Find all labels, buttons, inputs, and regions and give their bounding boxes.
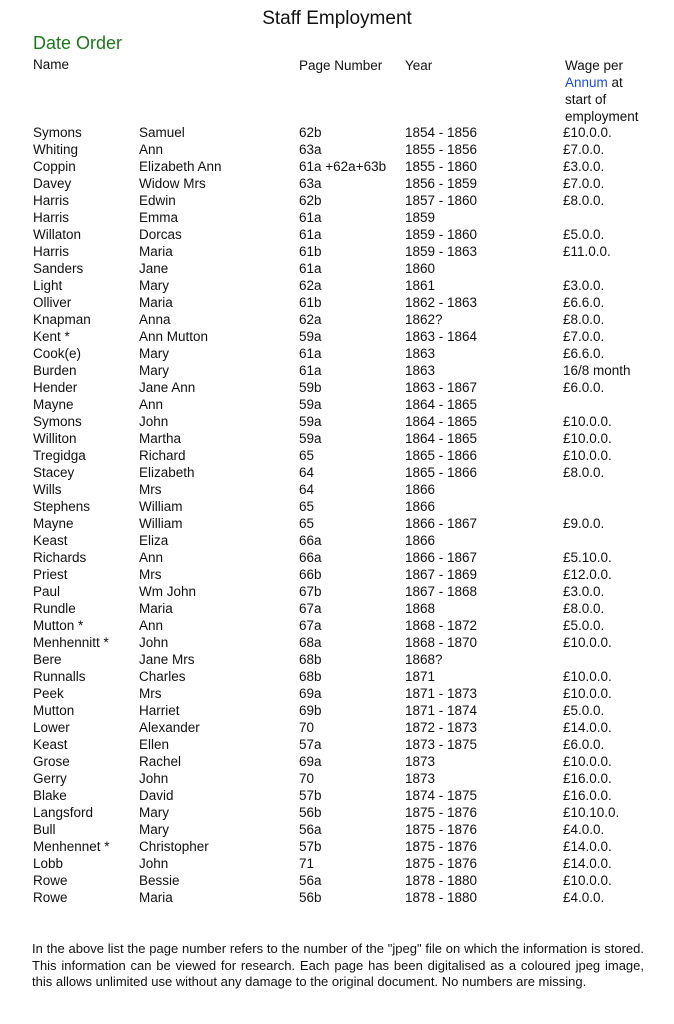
year-cell: 1871 - 1874: [405, 703, 478, 718]
table-row: [0, 328, 674, 345]
year-cell: 1863: [405, 363, 436, 378]
year-cell: 1861: [405, 278, 436, 293]
wage-cell: £6.0.0.: [563, 380, 605, 395]
header-wage-line2: [565, 74, 665, 91]
first-name-cell: Rachel: [139, 754, 182, 769]
table-row: [0, 804, 674, 821]
page-number-cell: 59a: [299, 431, 322, 446]
page-number-cell: 70: [299, 720, 315, 735]
first-name-cell: William: [139, 499, 183, 514]
header-wage-annum: Annum: [565, 75, 608, 90]
table-row: [0, 668, 674, 685]
year-cell: 1875 - 1876: [405, 856, 478, 871]
surname-cell: Menhennitt *: [33, 635, 109, 650]
page-number-cell: 64: [299, 465, 315, 480]
page-number-cell: 57b: [299, 839, 322, 854]
page-number-cell: 68b: [299, 652, 322, 667]
page-number-cell: 59b: [299, 380, 322, 395]
first-name-cell: Maria: [139, 295, 173, 310]
first-name-cell: Maria: [139, 601, 173, 616]
table-row: [0, 889, 674, 906]
first-name-cell: Mrs: [139, 482, 162, 497]
page-number-cell: 64: [299, 482, 315, 497]
header-name: Name: [33, 57, 70, 72]
first-name-cell: Martha: [139, 431, 182, 446]
page-number-cell: 62a: [299, 312, 322, 327]
year-cell: 1860: [405, 261, 436, 276]
surname-cell: Langsford: [33, 805, 94, 820]
header-wage-line1: Wage per: [565, 58, 624, 73]
surname-cell: Paul: [33, 584, 61, 599]
first-name-cell: Ann: [139, 397, 164, 412]
wage-cell: £16.0.0.: [563, 788, 612, 803]
first-name-cell: John: [139, 414, 169, 429]
year-cell: 1875 - 1876: [405, 822, 478, 837]
surname-cell: Stephens: [33, 499, 91, 514]
table-row: [0, 158, 674, 175]
first-name-cell: David: [139, 788, 174, 803]
page-number-cell: 61a: [299, 363, 322, 378]
table-row: [0, 787, 674, 804]
surname-cell: Richards: [33, 550, 87, 565]
page-title: Staff Employment: [262, 8, 412, 29]
year-cell: 1863: [405, 346, 436, 361]
wage-cell: £10.0.0.: [563, 873, 612, 888]
year-cell: 1855 - 1856: [405, 142, 478, 157]
wage-cell: £9.0.0.: [563, 516, 605, 531]
page-number-cell: 63a: [299, 142, 322, 157]
year-cell: 1873 - 1875: [405, 737, 478, 752]
first-name-cell: Christopher: [139, 839, 209, 854]
table-row: [0, 634, 674, 651]
year-cell: 1878 - 1880: [405, 890, 478, 905]
wage-cell: £14.0.0.: [563, 839, 612, 854]
first-name-cell: Mary: [139, 822, 169, 837]
header-wage: [565, 57, 665, 125]
page-number-cell: 59a: [299, 397, 322, 412]
first-name-cell: William: [139, 516, 183, 531]
wage-cell: £7.0.0.: [563, 176, 605, 191]
table-row: [0, 872, 674, 889]
first-name-cell: Mary: [139, 805, 169, 820]
page-number-cell: 62b: [299, 125, 322, 140]
first-name-cell: Ann: [139, 550, 164, 565]
year-cell: 1864 - 1865: [405, 414, 478, 429]
table-row: [0, 294, 674, 311]
header-wage-at: at: [607, 75, 623, 90]
table-row: [0, 396, 674, 413]
surname-cell: Olliver: [33, 295, 72, 310]
page-number-cell: 66a: [299, 550, 322, 565]
page-number-cell: 61b: [299, 244, 322, 259]
table-row: [0, 209, 674, 226]
table-row: [0, 430, 674, 447]
year-cell: 1875 - 1876: [405, 839, 478, 854]
footnote: In the above list the page number refers to the number of the "jpeg" file on which the information is stored. This information can be viewed for research. Each page has been digitalised as a coloured jpeg image, this allows unlimited use without any damage to the original document. No numbers are missing.: [32, 941, 644, 989]
first-name-cell: Elizabeth Ann: [139, 159, 222, 174]
first-name-cell: Harriet: [139, 703, 180, 718]
year-cell: 1866 - 1867: [405, 550, 478, 565]
page-number-cell: 61a: [299, 227, 322, 242]
page-number-cell: 68b: [299, 669, 322, 684]
surname-cell: Wills: [33, 482, 62, 497]
page-number-cell: 69b: [299, 703, 322, 718]
first-name-cell: John: [139, 771, 169, 786]
staff-table: [0, 124, 674, 906]
wage-cell: £3.0.0.: [563, 584, 605, 599]
year-cell: 1866 - 1867: [405, 516, 478, 531]
surname-cell: Rowe: [33, 890, 68, 905]
table-row: [0, 141, 674, 158]
first-name-cell: Anna: [139, 312, 171, 327]
year-cell: 1865 - 1866: [405, 448, 478, 463]
page-number-cell: 57b: [299, 788, 322, 803]
table-row: [0, 498, 674, 515]
table-row: [0, 736, 674, 753]
surname-cell: Lower: [33, 720, 70, 735]
wage-cell: £6.0.0.: [563, 737, 605, 752]
page-number-cell: 61b: [299, 295, 322, 310]
surname-cell: Stacey: [33, 465, 75, 480]
first-name-cell: Ann Mutton: [139, 329, 209, 344]
surname-cell: Symons: [33, 125, 82, 140]
page-number-cell: 61a: [299, 346, 322, 361]
first-name-cell: Jane Ann: [139, 380, 196, 395]
page-number-cell: 59a: [299, 414, 322, 429]
table-row: [0, 583, 674, 600]
table-row: [0, 175, 674, 192]
table-row: [0, 719, 674, 736]
table-row: [0, 515, 674, 532]
table-row: [0, 855, 674, 872]
table-row: [0, 532, 674, 549]
year-cell: 1865 - 1866: [405, 465, 478, 480]
surname-cell: Tregidga: [33, 448, 86, 463]
table-row: [0, 821, 674, 838]
year-cell: 1874 - 1875: [405, 788, 478, 803]
table-row: [0, 243, 674, 260]
table-row: [0, 549, 674, 566]
wage-cell: £6.6.0.: [563, 295, 605, 310]
header-wage-line3: start of: [565, 92, 607, 107]
year-cell: 1872 - 1873: [405, 720, 478, 735]
page-subtitle: Date Order: [33, 33, 123, 53]
table-row: [0, 413, 674, 430]
table-row: [0, 447, 674, 464]
page-number-cell: 70: [299, 771, 315, 786]
wage-cell: £10.0.0.: [563, 754, 612, 769]
first-name-cell: Emma: [139, 210, 179, 225]
wage-cell: £4.0.0.: [563, 822, 605, 837]
page-number-cell: 56b: [299, 805, 322, 820]
wage-cell: £10.0.0.: [563, 414, 612, 429]
wage-cell: £10.0.0.: [563, 635, 612, 650]
surname-cell: Kent *: [33, 329, 70, 344]
first-name-cell: Mrs: [139, 567, 162, 582]
surname-cell: Willaton: [33, 227, 82, 242]
surname-cell: Harris: [33, 193, 69, 208]
surname-cell: Priest: [33, 567, 68, 582]
surname-cell: Mutton: [33, 703, 75, 718]
wage-cell: £3.0.0.: [563, 159, 605, 174]
year-cell: 1867 - 1868: [405, 584, 478, 599]
table-row: [0, 464, 674, 481]
year-cell: 1868: [405, 601, 436, 616]
year-cell: 1864 - 1865: [405, 397, 478, 412]
first-name-cell: Mary: [139, 278, 169, 293]
page-number-cell: 67a: [299, 618, 322, 633]
wage-cell: £5.0.0.: [563, 703, 605, 718]
surname-cell: Whiting: [33, 142, 79, 157]
surname-cell: Light: [33, 278, 63, 293]
surname-cell: Harris: [33, 244, 69, 259]
first-name-cell: Edwin: [139, 193, 176, 208]
first-name-cell: Bessie: [139, 873, 180, 888]
year-cell: 1868 - 1870: [405, 635, 478, 650]
page-number-cell: 69a: [299, 686, 322, 701]
table-row: [0, 617, 674, 634]
wage-cell: £11.0.0.: [563, 244, 611, 259]
page-number-cell: 61a: [299, 210, 322, 225]
year-cell: 1867 - 1869: [405, 567, 478, 582]
year-cell: 1868 - 1872: [405, 618, 478, 633]
wage-cell: £6.6.0.: [563, 346, 605, 361]
table-row: [0, 277, 674, 294]
first-name-cell: Jane: [139, 261, 169, 276]
page-number-cell: 56a: [299, 822, 322, 837]
page-number-cell: 67b: [299, 584, 322, 599]
table-row: [0, 345, 674, 362]
page-number-cell: 62b: [299, 193, 322, 208]
year-cell: 1871 - 1873: [405, 686, 478, 701]
first-name-cell: John: [139, 856, 169, 871]
surname-cell: Williton: [33, 431, 77, 446]
surname-cell: Rowe: [33, 873, 68, 888]
surname-cell: Knapman: [33, 312, 91, 327]
year-cell: 1855 - 1860: [405, 159, 478, 174]
surname-cell: Grose: [33, 754, 70, 769]
page-number-cell: 71: [299, 856, 315, 871]
table-row: [0, 702, 674, 719]
year-cell: 1854 - 1856: [405, 125, 478, 140]
page-number-cell: 59a: [299, 329, 322, 344]
surname-cell: Mayne: [33, 397, 74, 412]
first-name-cell: Elizabeth: [139, 465, 195, 480]
year-cell: 1859 - 1863: [405, 244, 478, 259]
wage-cell: £4.0.0.: [563, 890, 605, 905]
year-cell: 1866: [405, 499, 436, 514]
page-number-cell: 69a: [299, 754, 322, 769]
wage-cell: £10.0.0.: [563, 669, 612, 684]
table-row: [0, 753, 674, 770]
table-row: [0, 379, 674, 396]
table-row: [0, 124, 674, 141]
surname-cell: Peek: [33, 686, 64, 701]
first-name-cell: Mary: [139, 363, 169, 378]
first-name-cell: Alexander: [139, 720, 200, 735]
wage-cell: £16.0.0.: [563, 771, 612, 786]
year-cell: 1859 - 1860: [405, 227, 478, 242]
table-row: [0, 311, 674, 328]
surname-cell: Symons: [33, 414, 82, 429]
surname-cell: Cook(e): [33, 346, 82, 361]
surname-cell: Gerry: [33, 771, 67, 786]
first-name-cell: Charles: [139, 669, 186, 684]
wage-cell: £10.0.0.: [563, 431, 612, 446]
wage-cell: £5.0.0.: [563, 618, 605, 633]
page-number-cell: 65: [299, 499, 315, 514]
surname-cell: Keast: [33, 533, 68, 548]
surname-cell: Sanders: [33, 261, 84, 276]
wage-cell: £8.0.0.: [563, 465, 605, 480]
surname-cell: Bull: [33, 822, 56, 837]
wage-cell: £14.0.0.: [563, 856, 612, 871]
year-cell: 1862 - 1863: [405, 295, 478, 310]
wage-cell: £10.0.0.: [563, 448, 612, 463]
table-row: [0, 362, 674, 379]
first-name-cell: John: [139, 635, 169, 650]
wage-cell: £8.0.0.: [563, 312, 605, 327]
year-cell: 1878 - 1880: [405, 873, 478, 888]
first-name-cell: Mrs: [139, 686, 162, 701]
header-year: Year: [405, 58, 433, 73]
surname-cell: Keast: [33, 737, 68, 752]
page-number-cell: 57a: [299, 737, 322, 752]
table-row: [0, 260, 674, 277]
table-row: [0, 192, 674, 209]
first-name-cell: Eliza: [139, 533, 169, 548]
year-cell: 1859: [405, 210, 436, 225]
surname-cell: Bere: [33, 652, 62, 667]
first-name-cell: Wm John: [139, 584, 197, 599]
year-cell: 1866: [405, 482, 436, 497]
year-cell: 1863 - 1864: [405, 329, 478, 344]
first-name-cell: Ellen: [139, 737, 170, 752]
wage-cell: 16/8 month: [563, 363, 631, 378]
year-cell: 1864 - 1865: [405, 431, 478, 446]
first-name-cell: Maria: [139, 890, 173, 905]
wage-cell: £5.10.0.: [563, 550, 612, 565]
wage-cell: £8.0.0.: [563, 601, 605, 616]
page-number-cell: 56b: [299, 890, 322, 905]
year-cell: 1873: [405, 754, 436, 769]
page-number-cell: 67a: [299, 601, 322, 616]
wage-cell: £10.10.0.: [563, 805, 620, 820]
page-number-cell: 66b: [299, 567, 322, 582]
surname-cell: Blake: [33, 788, 67, 803]
page-number-cell: 66a: [299, 533, 322, 548]
surname-cell: Harris: [33, 210, 69, 225]
header-page-number: Page Number: [299, 58, 383, 73]
year-cell: 1856 - 1859: [405, 176, 478, 191]
surname-cell: Hender: [33, 380, 78, 395]
page-number-cell: 62a: [299, 278, 322, 293]
surname-cell: Lobb: [33, 856, 64, 871]
first-name-cell: Ann: [139, 618, 164, 633]
first-name-cell: Widow Mrs: [139, 176, 206, 191]
first-name-cell: Ann: [139, 142, 164, 157]
wage-cell: £3.0.0.: [563, 278, 605, 293]
first-name-cell: Maria: [139, 244, 173, 259]
first-name-cell: Samuel: [139, 125, 185, 140]
surname-cell: Mutton *: [33, 618, 84, 633]
table-row: [0, 566, 674, 583]
first-name-cell: Mary: [139, 346, 169, 361]
table-row: [0, 651, 674, 668]
page-number-cell: 65: [299, 448, 315, 463]
table-row: [0, 226, 674, 243]
page-number-cell: 61a +62a+63b: [299, 159, 387, 174]
wage-cell: £8.0.0.: [563, 193, 605, 208]
page-number-cell: 61a: [299, 261, 322, 276]
year-cell: 1866: [405, 533, 436, 548]
page-number-cell: 65: [299, 516, 315, 531]
year-cell: 1875 - 1876: [405, 805, 478, 820]
first-name-cell: Dorcas: [139, 227, 182, 242]
wage-cell: £10.0.0.: [563, 125, 612, 140]
surname-cell: Davey: [33, 176, 72, 191]
year-cell: 1871: [405, 669, 436, 684]
surname-cell: Coppin: [33, 159, 76, 174]
surname-cell: Menhennet *: [33, 839, 110, 854]
table-row: [0, 481, 674, 498]
first-name-cell: Richard: [139, 448, 186, 463]
surname-cell: Rundle: [33, 601, 76, 616]
page-number-cell: 68a: [299, 635, 322, 650]
header-wage-line4: employment: [565, 109, 639, 124]
surname-cell: Burden: [33, 363, 77, 378]
wage-cell: £7.0.0.: [563, 142, 605, 157]
surname-cell: Mayne: [33, 516, 74, 531]
table-row: [0, 838, 674, 855]
table-row: [0, 770, 674, 787]
wage-cell: £10.0.0.: [563, 686, 612, 701]
year-cell: 1862?: [405, 312, 443, 327]
surname-cell: Runnalls: [33, 669, 86, 684]
wage-cell: £12.0.0.: [563, 567, 612, 582]
year-cell: 1863 - 1867: [405, 380, 478, 395]
wage-cell: £7.0.0.: [563, 329, 605, 344]
first-name-cell: Jane Mrs: [139, 652, 195, 667]
page-number-cell: 56a: [299, 873, 322, 888]
year-cell: 1873: [405, 771, 436, 786]
table-row: [0, 600, 674, 617]
page-number-cell: 63a: [299, 176, 322, 191]
wage-cell: £14.0.0.: [563, 720, 612, 735]
wage-cell: £5.0.0.: [563, 227, 605, 242]
year-cell: 1868?: [405, 652, 443, 667]
year-cell: 1857 - 1860: [405, 193, 478, 208]
table-row: [0, 685, 674, 702]
